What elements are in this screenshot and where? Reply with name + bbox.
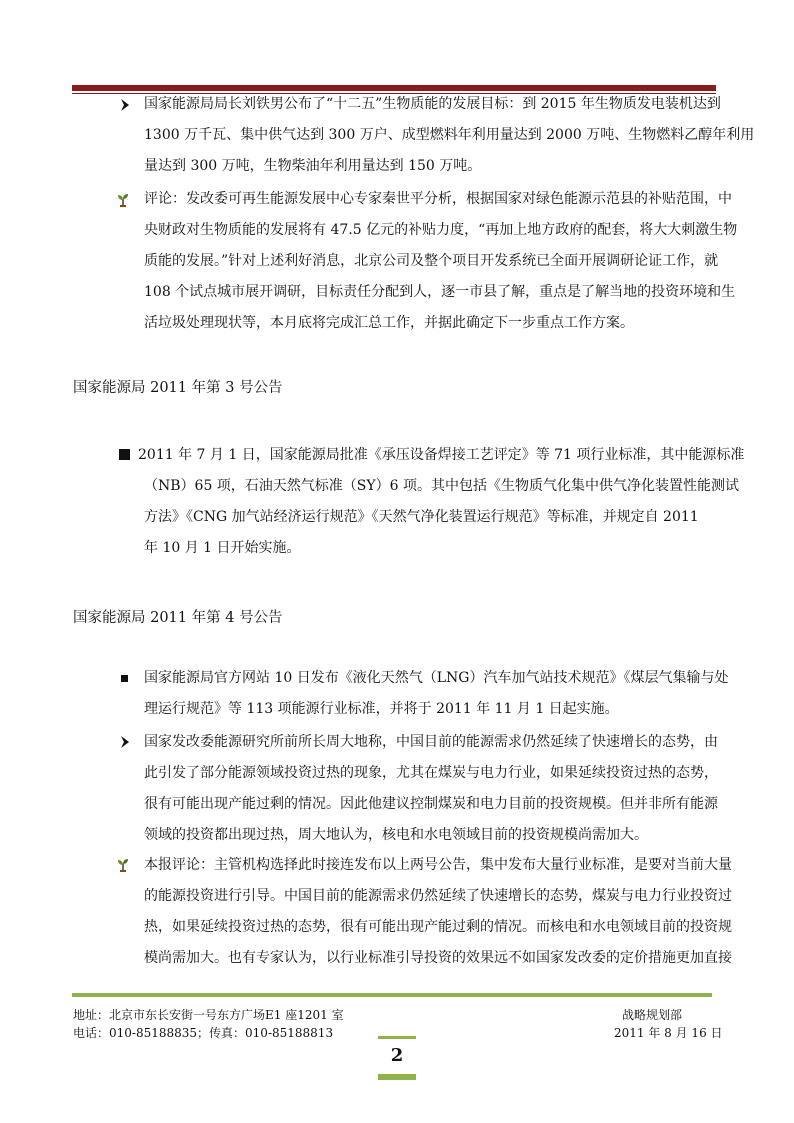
list-item bbox=[144, 850, 732, 974]
page-number-bar-bottom bbox=[378, 1074, 416, 1080]
text-line: 108 个试点城市展开调研，目标责任分配到人，逐一市县了解，重点是了解当地的投资环境和生 bbox=[144, 284, 736, 300]
text-line: 质能的发展。”针对上述利好消息，北京公司及整个项目开发系统已全面开展调研论证工作，就 bbox=[144, 253, 719, 269]
page-number: 2 bbox=[390, 1045, 404, 1066]
footer-date: 2011 年 8 月 16 日 bbox=[614, 1026, 723, 1040]
text-line: 国家发改委能源研究所前所长周大地称，中国目前的能源需求仍然延续了快速增长的态势，由 bbox=[144, 734, 718, 750]
text-line: 很有可能出现产能过剩的情况。因此他建议控制煤炭和电力目前的投资规模。但并非所有能源 bbox=[144, 796, 718, 812]
arrow-icon bbox=[118, 98, 132, 112]
text-line: 方法》《CNG 加气站经济运行规范》《天然气净化装置运行规范》等标准，并规定自 2011 bbox=[144, 509, 699, 525]
footer-phone: 电话：010-85188835；传真：010-85188813 bbox=[73, 1026, 334, 1040]
text-line: 国家能源局局长刘铁男公布了“十二五”生物质能的发展目标：到 2015 年生物质发电装机达到 bbox=[144, 96, 721, 112]
text-line: 活垃圾处理现状等，本月底将完成汇总工作，并据此确定下一步重点工作方案。 bbox=[144, 315, 634, 331]
section-heading: 国家能源局 2011 年第 3 号公告 bbox=[73, 380, 283, 396]
page-number-bar-top bbox=[378, 1036, 416, 1039]
square-icon bbox=[121, 675, 128, 682]
text-line: 本报评论：主管机构选择此时接连发布以上两号公告，集中发布大量行业标准，是要对当前大量 bbox=[144, 857, 732, 873]
text-line: 国家能源局官方网站 10 日发布《液化天然气（LNG）汽车加气站技术规范》《煤层气集输与处 bbox=[144, 670, 729, 686]
square-icon bbox=[119, 449, 130, 460]
text-line: 2011 年 7 月 1 日，国家能源局批准《承压设备焊接工艺评定》等 71 项行业标准，其中能源标准 bbox=[138, 447, 745, 463]
text-line: 1300 万千瓦、集中供气达到 300 万户、成型燃料年利用量达到 2000 万吨、生物燃料乙醇年利用 bbox=[144, 127, 755, 143]
text-line: （NB）65 项，石油天然气标准（SY）6 项。其中包括《生物质气化集中供气净化装置性能测试 bbox=[144, 478, 739, 494]
list-item bbox=[144, 184, 738, 339]
text-line: 热，如果延续投资过热的态势，很有可能出现产能过剩的情况。而核电和水电领域目前的投资规 bbox=[144, 919, 732, 935]
list-item bbox=[144, 663, 729, 725]
footer-department: 战略规划部 bbox=[622, 1008, 683, 1022]
list-item bbox=[144, 727, 726, 851]
text-line: 年 10 月 1 日开始实施。 bbox=[144, 540, 301, 556]
text-line: 的能源投资进行引导。中国目前的能源需求仍然延续了快速增长的态势，煤炭与电力行业投资过 bbox=[144, 888, 732, 904]
footer-rule bbox=[72, 993, 712, 997]
list-item bbox=[144, 89, 755, 182]
footer-address: 地址：北京市东长安街一号东方广场E1 座1201 室 bbox=[73, 1008, 344, 1022]
text-line: 此引发了部分能源领域投资过热的现象，尤其在煤炭与电力行业，如果延续投资过热的态势， bbox=[144, 765, 718, 781]
plant-icon bbox=[116, 858, 130, 872]
text-line: 央财政对生物质能的发展将有 47.5 亿元的补贴力度，“再加上地方政府的配套，将大大刺激生物 bbox=[144, 222, 738, 238]
text-line: 评论：发改委可再生能源发展中心专家秦世平分析，根据国家对绿色能源示范县的补贴范围，中 bbox=[144, 191, 732, 207]
text-line: 量达到 300 万吨，生物柴油年利用量达到 150 万吨。 bbox=[144, 158, 482, 174]
plant-icon bbox=[116, 193, 130, 207]
arrow-icon bbox=[118, 735, 132, 749]
list-item bbox=[138, 440, 745, 564]
text-line: 领域的投资都出现过热，周大地认为，核电和水电领域目前的投资规模尚需加大。 bbox=[144, 827, 648, 843]
section-heading: 国家能源局 2011 年第 4 号公告 bbox=[73, 610, 283, 626]
text-line: 理运行规范》等 113 项能源行业标准，并将于 2011 年 11 月 1 日起实施。 bbox=[144, 701, 619, 717]
text-line: 模尚需加大。也有专家认为，以行业标准引导投资的效果远不如国家发改委的定价措施更加直接 bbox=[144, 950, 732, 966]
